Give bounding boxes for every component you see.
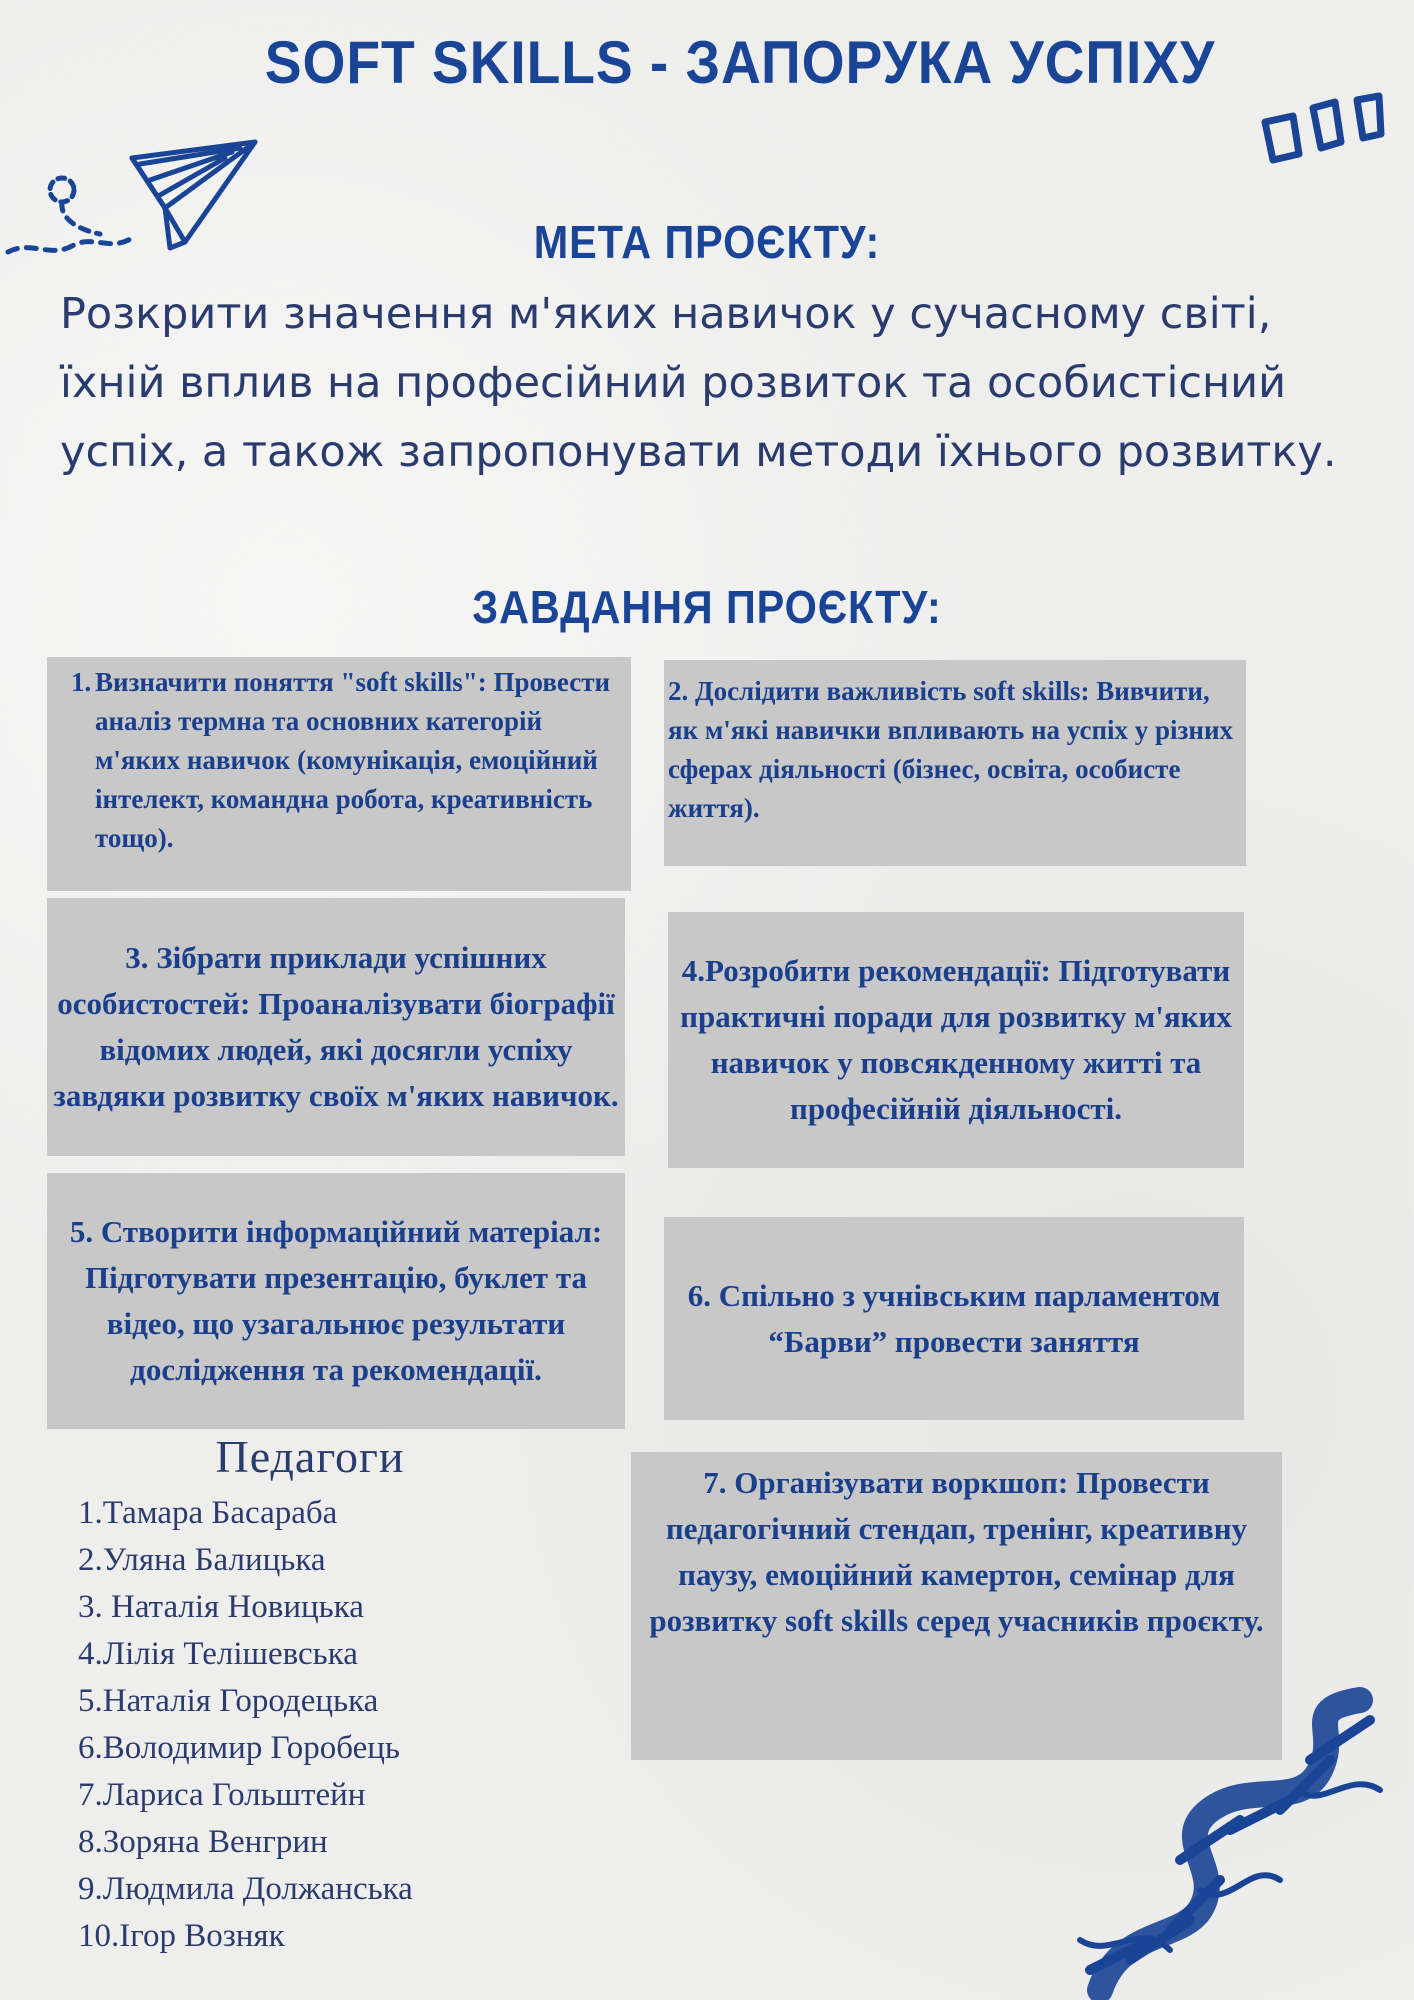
list-item: 10.Ігор Возняк bbox=[78, 1918, 285, 1954]
task-number: 1. bbox=[71, 667, 92, 697]
task-card-2 bbox=[664, 660, 1246, 866]
tasks-heading: ЗАВДАННЯ ПРОЄКТУ: bbox=[472, 581, 942, 633]
task-card-1 bbox=[47, 657, 631, 891]
teachers-list bbox=[78, 1490, 413, 1960]
task-text: 7. Організувати воркшоп: Провести педагогічний стендап, тренінг, креативну паузу, емоційний камертон, семінар для розвитку soft skills серед учасників проєкту. bbox=[649, 1465, 1264, 1638]
task-card-6 bbox=[664, 1217, 1244, 1420]
task-text: 4.Розробити рекомендації: Підготувати практичні поради для розвитку м'яких навичок у повсякденному житті та професійній діяльності. bbox=[680, 953, 1232, 1126]
list-item: 4.Лілія Телішевська bbox=[78, 1636, 358, 1672]
task-text: 6. Спільно з учнівським парламентом “Барви” провести заняття bbox=[687, 1277, 1221, 1359]
list-item: 1.Тамара Басараба bbox=[78, 1495, 338, 1531]
list-item: 7.Лариса Гольштейн bbox=[78, 1777, 366, 1813]
task-card-5 bbox=[47, 1173, 625, 1429]
list-item: 3. Наталія Новицька bbox=[78, 1589, 364, 1625]
task-text: 2. Дослідити важливість soft skills: Вивчити, як м'які навички впливають на успіх у різних сферах діяльності (бізнес, освіта, особисте життя). bbox=[668, 676, 1233, 823]
goal-heading: МЕТА ПРОЄКТУ: bbox=[533, 216, 881, 268]
page-title: SOFT SKILLS - ЗАПОРУКА УСПІХУ bbox=[264, 29, 1216, 96]
goal-text: Розкрити значення м'яких навичок у сучасному світі, їхній вплив на професійний розвиток та особистісний успіх, а також запропонувати методи їхнього розвитку. bbox=[60, 289, 1337, 477]
task-card-7 bbox=[631, 1452, 1282, 1760]
teachers-heading: Педагоги bbox=[215, 1431, 405, 1482]
task-card-3 bbox=[47, 898, 625, 1156]
list-item: 2.Уляна Балицька bbox=[78, 1542, 326, 1578]
list-item: 8.Зоряна Венгрин bbox=[78, 1824, 328, 1860]
list-item: 9.Людмила Должанська bbox=[78, 1871, 413, 1907]
task-card-4 bbox=[668, 912, 1244, 1168]
task-text: Визначити поняття "soft skills": Провести аналіз термна та основних категорій м'яких навичок (комунікація, емоційний інтелект, командна робота, креативність тощо). bbox=[95, 667, 611, 853]
burst-lines-icon bbox=[1255, 90, 1414, 190]
task-text: 5. Створити інформаційний матеріал: Підготувати презентацію, буклет та відео, що узагальнює результати дослідження та рекомендації. bbox=[69, 1214, 603, 1387]
list-item: 5.Наталія Городецька bbox=[78, 1683, 379, 1719]
list-item: 6.Володимир Горобець bbox=[78, 1730, 400, 1766]
task-text: 3. Зібрати приклади успішних особистостей: Проаналізувати біографії відомих людей, які досягли успіху завдяки розвитку своїх м'яких навичок. bbox=[53, 940, 619, 1113]
